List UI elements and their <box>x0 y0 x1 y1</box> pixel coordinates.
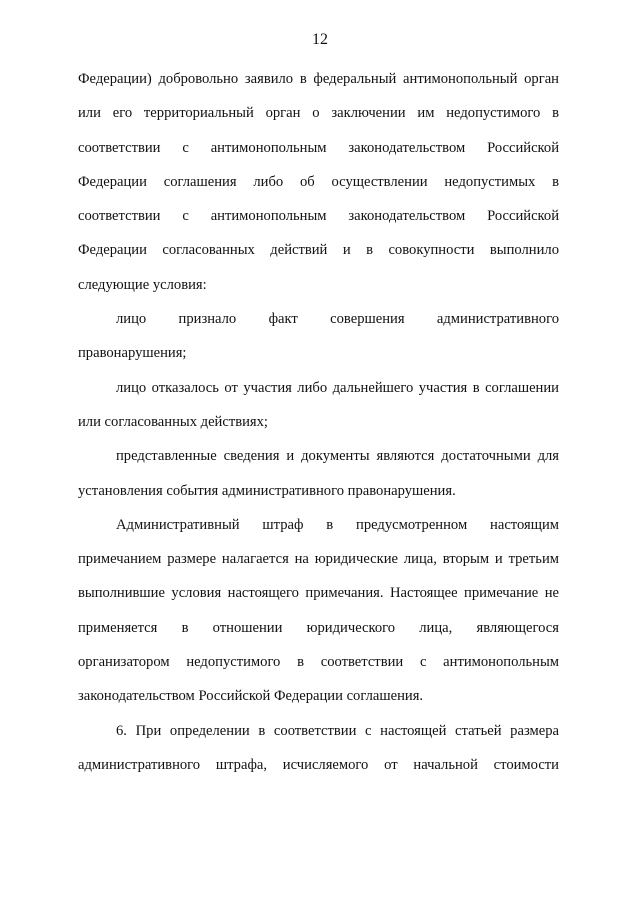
text-line: примечанием размере налагается на юридические лица, вторым и третьим <box>78 551 559 568</box>
text-line: 6. При определении в соответствии с настоящей статьей размера <box>116 722 559 739</box>
text-line: или согласованных действиях; <box>78 413 268 430</box>
text-line: соответствии с антимонопольным законодательством Российской <box>78 208 559 225</box>
text-line: соответствии с антимонопольным законодательством Российской <box>78 139 559 156</box>
page-number: 12 <box>312 31 328 48</box>
text-line: правонарушения; <box>78 345 187 362</box>
paragraph <box>78 439 559 508</box>
paragraph <box>78 371 559 440</box>
text-line: Федерации согласованных действий и в совокупности выполнило <box>78 242 559 259</box>
paragraph <box>78 714 559 783</box>
text-line: представленные сведения и документы являются достаточными для <box>116 448 559 465</box>
text-line: применяется в отношении юридического лица, являющегося <box>78 619 559 636</box>
text-line: административного штрафа, исчисляемого от начальной стоимости <box>78 756 559 773</box>
paragraph <box>78 508 559 714</box>
text-line: выполнившие условия настоящего примечания. Настоящее примечание не <box>78 585 559 602</box>
paragraph <box>78 302 559 371</box>
text-line: лицо отказалось от участия либо дальнейшего участия в соглашении <box>116 379 559 396</box>
paragraph <box>78 62 559 302</box>
text-line: организатором недопустимого в соответствии с антимонопольным <box>78 654 559 671</box>
text-line: Федерации) добровольно заявило в федеральный антимонопольный орган <box>78 71 559 87</box>
text-line: следующие условия: <box>78 276 207 293</box>
text-line: Административный штраф в предусмотренном настоящим <box>116 516 559 533</box>
text-line: Федерации соглашения либо об осуществлении недопустимых в <box>78 173 559 190</box>
text-line: или его территориальный орган о заключении им недопустимого в <box>78 105 559 122</box>
document-body <box>78 62 559 782</box>
text-line: лицо признало факт совершения административного <box>116 311 559 328</box>
text-line: законодательством Российской Федерации соглашения. <box>78 688 424 705</box>
text-line: установления события административного правонарушения. <box>78 482 456 499</box>
